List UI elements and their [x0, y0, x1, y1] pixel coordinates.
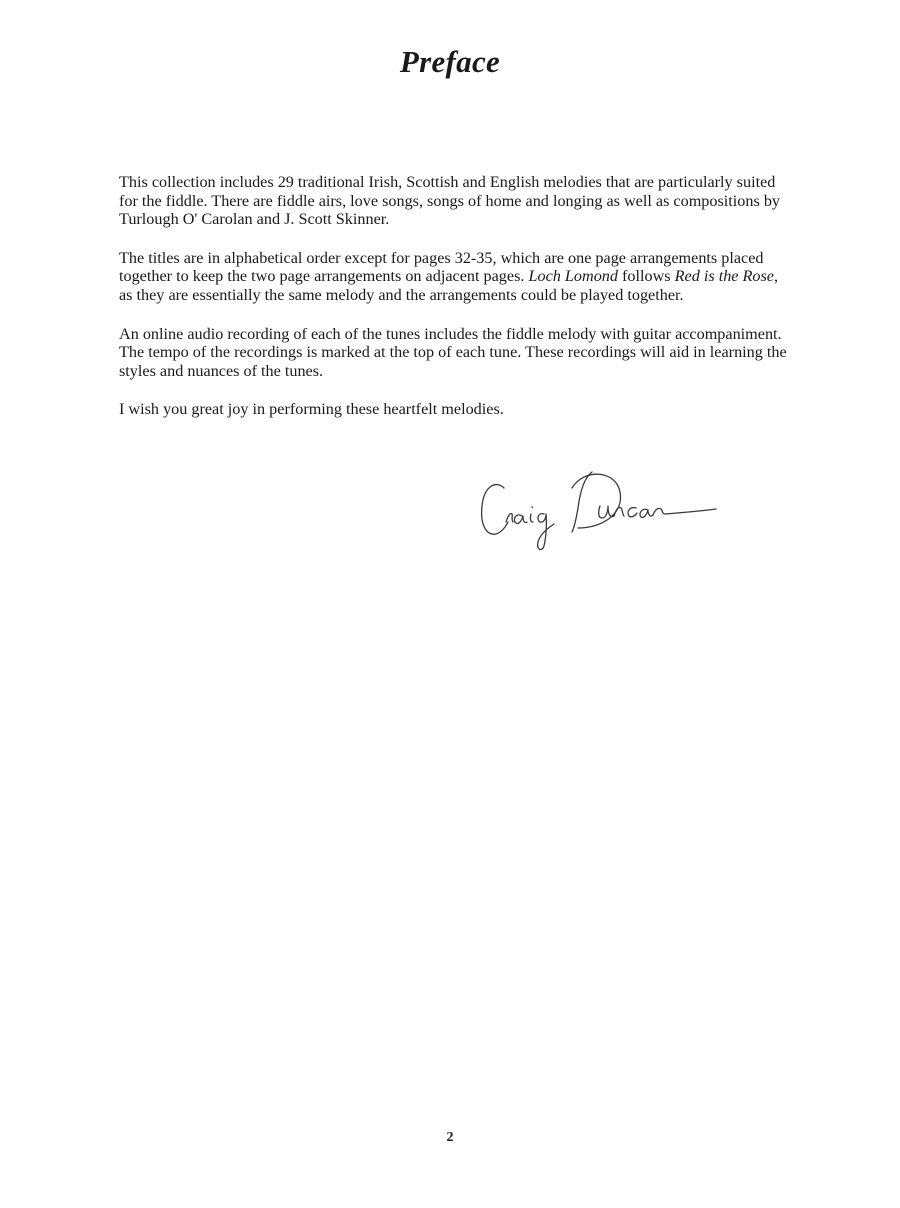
- preface-body: [119, 173, 791, 439]
- signature-icon: [474, 462, 724, 554]
- paragraph-text: , as they are essentially the same melody and the arrangements could be played together.: [119, 267, 779, 304]
- tune-title-loch-lomond: Loch Lomond: [528, 267, 618, 286]
- paragraph-intro: [119, 173, 791, 229]
- paragraph-text: An online audio recording of each of the tunes includes the fiddle melody with guitar accompaniment. The tempo of the recordings is marked at the top of each tune. These recordings will aid in learning the styles and nuances of the tunes.: [119, 324, 787, 380]
- page-number: 2: [446, 1130, 454, 1145]
- paragraph-recordings: [119, 325, 791, 381]
- paragraph-ordering: [119, 249, 791, 305]
- paragraph-text: This collection includes 29 traditional Irish, Scottish and English melodies that are particularly suited for the fiddle. There are fiddle airs, love songs, songs of home and longing as well as compositions by Turlough O' Carolan and J. Scott Skinner.: [119, 173, 781, 229]
- paragraph-closing: [119, 400, 791, 419]
- paragraph-text: I wish you great joy in performing these heartfelt melodies.: [119, 400, 504, 419]
- tune-title-red-is-the-rose: Red is the Rose: [674, 267, 774, 286]
- page-title: Preface: [399, 44, 501, 79]
- paragraph-text: The titles are in alphabetical order except for pages 32-35, which are one page arrangements placed together to keep the two page arrangements on adjacent pages.: [119, 248, 764, 286]
- paragraph-text: follows: [617, 267, 675, 286]
